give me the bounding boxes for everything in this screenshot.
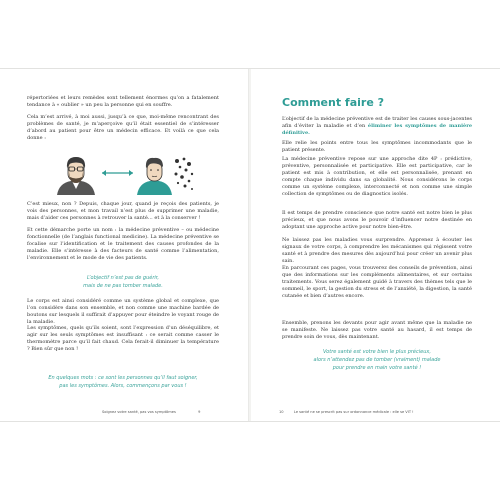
left-page <box>0 69 249 421</box>
double-arrow-icon <box>102 170 133 176</box>
highlighted-text: éliminer les symptômes de manière définitive. <box>282 123 473 136</box>
paragraph <box>282 116 472 137</box>
pull-quote <box>27 374 219 390</box>
footer-title: Soignez votre santé, pas vos symptômes <box>102 410 176 414</box>
paragraph: Cela m’est arrivé, à moi aussi, jusqu’à ce que, moi-même rencontrant des problèmes de santé, je m’aperçoive qu’il était essentiel de s’intéresser d’abord au patient pour être un médecin efficace. Et voilà ce que cela donne : <box>27 114 219 141</box>
virus-dots-icon <box>175 158 194 190</box>
pull-quote <box>27 274 219 290</box>
pull-quote-line: Votre santé est votre bien le plus précieux, <box>323 349 431 355</box>
paragraph: Il est temps de prendre conscience que notre santé est notre bien le plus précieux, et que nous avons le pouvoir d’influencer notre destinée en adoptant une approche active pour notre bien-être. <box>282 210 472 230</box>
paragraph: Les symptômes, quels qu’ils soient, sont l’expression d’un déséquilibre, et agir sur les seuls symptômes est insuffisant : ce serait comme casser le thermomètre parce qu’il fait chaud. Cela ferait-il diminuer la température ? Bien sûr que non ! <box>27 325 219 352</box>
text-run: L’objectif de la médecine préventive est de traiter les causes sous-jacentes afin d’éviter la maladie et d’en <box>282 116 472 129</box>
paragraph: Et cette démarche porte un nom : la médecine préventive – ou médecine fonctionnelle (de l’anglais functional medicine). La médecine préventive se focalise sur l’identification et le traitement des causes profondes de la maladie. Elle s’intéresse à des facteurs de santé comme l’alimentation, l’environnement et le mode de vie des patients. <box>27 227 219 261</box>
paragraph: En parcourant ces pages, vous trouverez des conseils de prévention, ainsi que des informations sur les compléments alimentaires, et sur certains traitements. Vous serez également guidé à travers des thèmes tels que le sommeil, le sport, la gestion du stress et de l’anxiété, la digestion, la santé cutanée et bien d’autres encore. <box>282 265 472 299</box>
page-number: 10 <box>279 410 284 414</box>
pull-quote-line: pour prendre en main votre santé ! <box>332 365 422 371</box>
page-number: 9 <box>198 410 201 414</box>
pull-quote-line: mais de ne pas tomber malade. <box>83 283 163 289</box>
right-page <box>251 69 500 421</box>
patient-icon <box>137 158 172 195</box>
paragraph: répertoriées et leurs remèdes sont tellement énormes qu’on a fatalement tendance à « oublier » un peu la personne qui en souffre. <box>27 95 219 108</box>
footer-title: Le santé ne se prescrit pas sur ordonnance médicale : elle se VIT ! <box>293 410 414 414</box>
paragraph: Le corps est ainsi considéré comme un système global et complexe, que l’on considère dans son ensemble, et non comme une machine bardée de boutons sur lesquels il suffirait d’appuyer pour éteindre le voyant rouge de la maladie. <box>27 298 219 325</box>
running-footer <box>279 410 414 414</box>
book-spread <box>0 68 500 422</box>
doctor-icon <box>57 157 95 195</box>
paragraph: Ne laissez pas les maladies vous surprendre. Apprenez à écouter les signaux de votre corps, à comprendre les mécanismes qui régissent votre santé et à prendre des mesures dès aujourd’hui pour créer un avenir plus sain. <box>282 237 472 264</box>
pull-quote <box>282 348 472 372</box>
pull-quote-line: L’objectif n’est pas de guérir, <box>87 275 159 281</box>
section-heading: Comment faire ? <box>282 96 385 109</box>
doctor-patient-illustration <box>55 153 195 195</box>
pull-quote-line: alors n’attendez pas de tomber (vraiment) malade <box>313 357 441 363</box>
paragraph: C’est mieux, non ? Depuis, chaque jour, quand je reçois des patients, je vois des personnes, et mon travail n’est plus de supprimer une maladie, mais d’aider ces personnes à retrouver la santé… et à la conserver ! <box>27 201 219 221</box>
pull-quote-line: pas les symptômes. Alors, commençons par vous ! <box>59 383 187 389</box>
pull-quote-line: En quelques mots : ce sont les personnes qu’il faut soigner, <box>48 375 198 381</box>
paragraph: La médecine préventive repose sur une approche dite 4P : prédictive, préventive, personnalisée et participative. Elle est participative, car le patient est mis à contribution, et elle est personnalisée, prenant en compte chaque individu dans sa globalité. Nous considérons le corps comme un système complexe, interconnecté et non comme une simple collection de symptômes ou de diagnostics isolés. <box>282 156 472 197</box>
paragraph: Elle relie les points entre tous les symptômes incommodants que le patient présente. <box>282 140 472 153</box>
running-footer <box>102 410 200 414</box>
paragraph: Ensemble, prenons les devants pour agir avant même que la maladie ne se manifeste. Ne laissez pas votre santé au hasard, il est temps de prendre soin de vous, dès maintenant. <box>282 320 472 340</box>
